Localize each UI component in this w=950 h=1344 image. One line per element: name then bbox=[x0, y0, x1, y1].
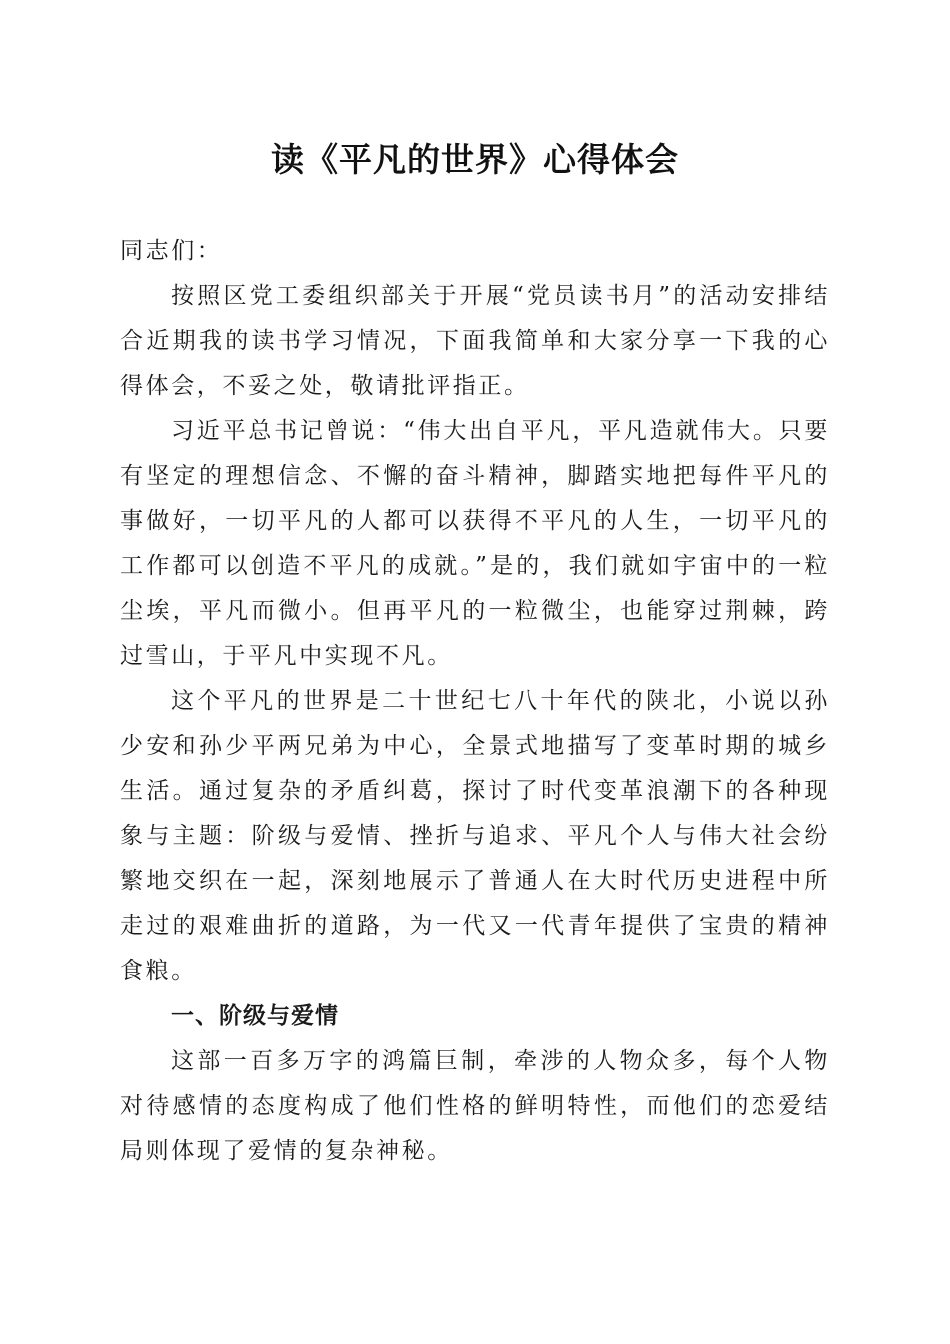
paragraph-quote: 习近平总书记曾说：“伟大出自平凡，平凡造就伟大。只要有坚定的理想信念、不懈的奋斗精神，脚踏实地把每件平凡的事做好，一切平凡的人都可以获得不平凡的人生，一切平凡的工作都可以创造不平凡的成就。”是的，我们就如宇宙中的一粒尘埃，平凡而微小。但再平凡的一粒微尘，也能穿过荆棘，跨过雪山，于平凡中实现不凡。 bbox=[120, 418, 830, 669]
paragraph-intro: 按照区党工委组织部关于开展“党员读书月”的活动安排结合近期我的读书学习情况，下面我简单和大家分享一下我的心得体会，不妥之处，敬请批评指正。 bbox=[120, 283, 830, 399]
salutation: 同志们： bbox=[120, 238, 223, 264]
paragraph-background: 这个平凡的世界是二十世纪七八十年代的陕北，小说以孙少安和孙少平两兄弟为中心，全景式地描写了变革时期的城乡生活。通过复杂的矛盾纠葛，探讨了时代变革浪潮下的各种现象与主题：阶级与爱情、挫折与追求、平凡个人与伟大社会纷繁地交织在一起，深刻地展示了普通人在大时代历史进程中所走过的艰难曲折的道路，为一代又一代青年提供了宝贵的精神食粮。 bbox=[120, 688, 830, 984]
document-title: 读《平凡的世界》心得体会 bbox=[271, 140, 679, 179]
paragraph-section-1: 这部一百多万字的鸿篇巨制，牵涉的人物众多，每个人物对待感情的态度构成了他们性格的鲜明特性，而他们的恋爱结局则体现了爱情的复杂神秘。 bbox=[120, 1048, 830, 1164]
section-heading: 一、阶级与爱情 bbox=[171, 1003, 339, 1029]
document-body bbox=[120, 229, 830, 1174]
